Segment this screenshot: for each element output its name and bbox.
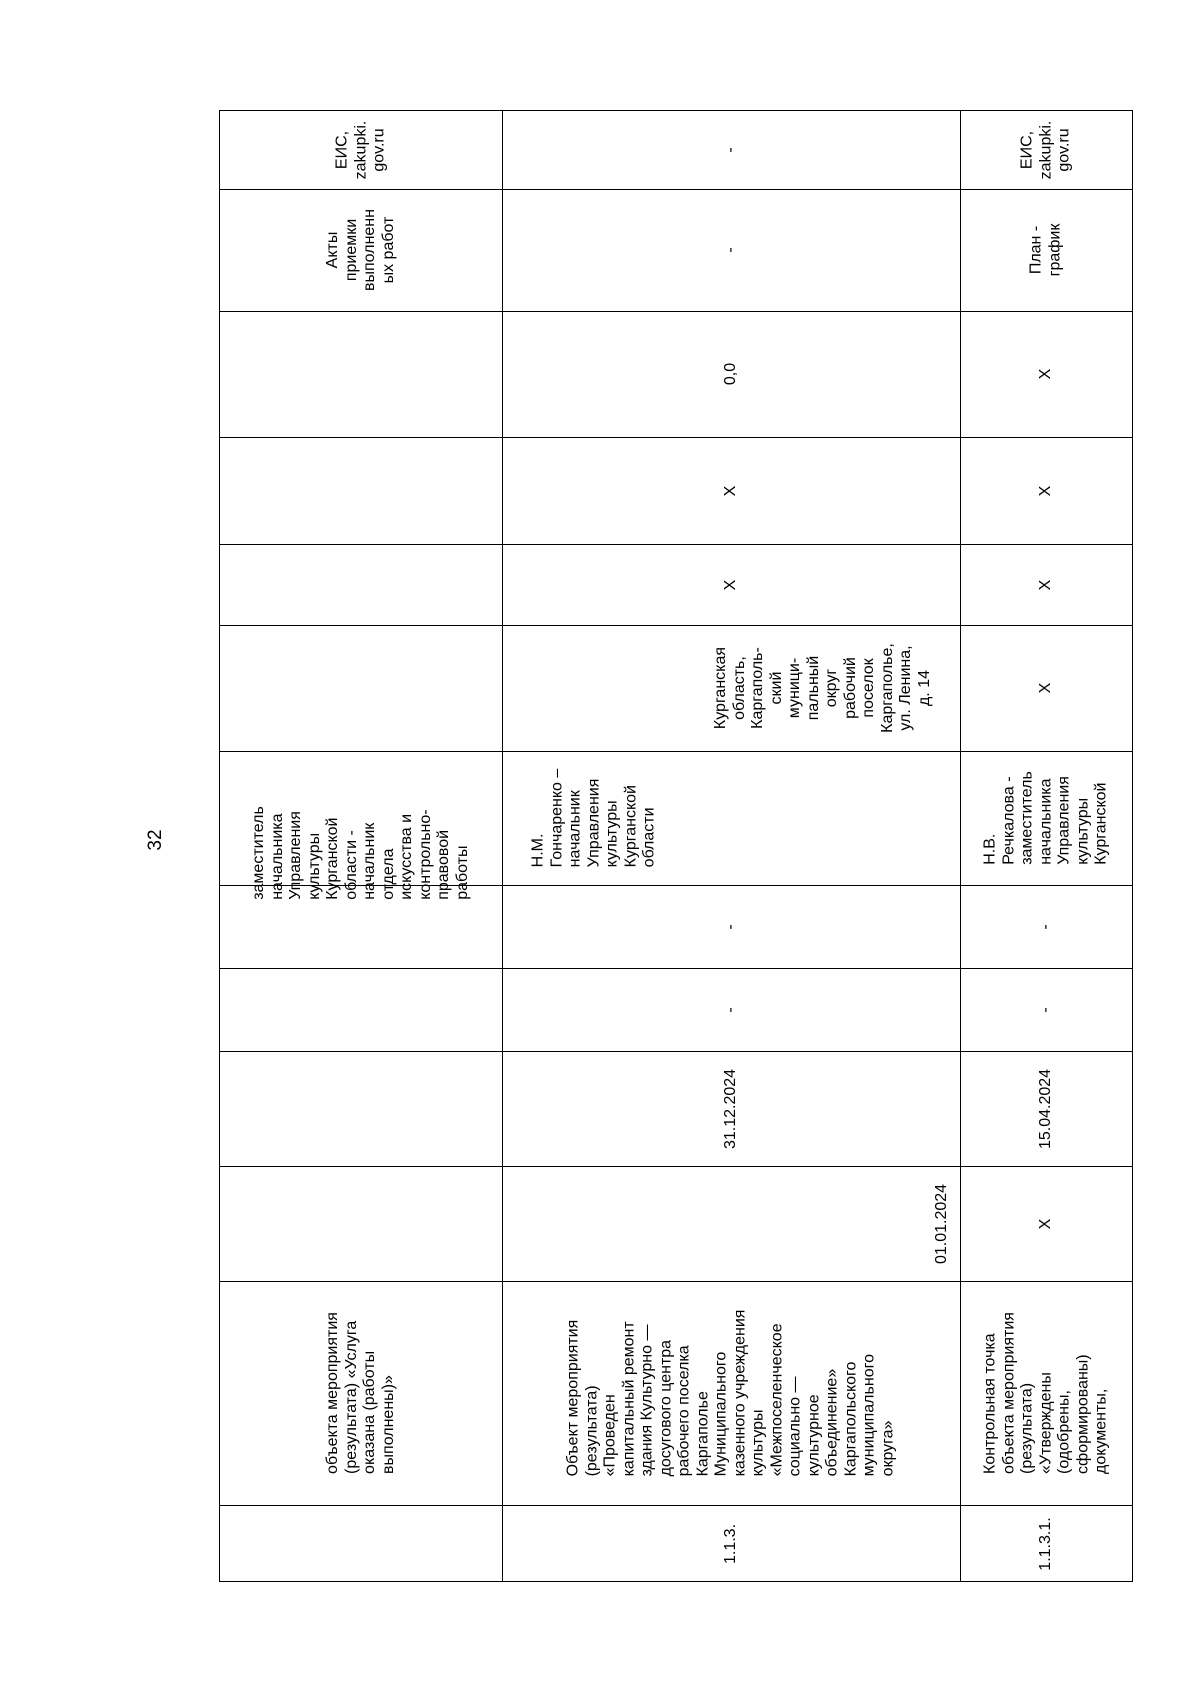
table-row-continuation (220, 111, 502, 1583)
mark-cell: Х (1036, 368, 1054, 380)
dash-cell: - (721, 1006, 739, 1013)
end-date-cell: 15.04.2024 (1036, 1068, 1054, 1149)
system-cell: ЕИС, zakupki. gov.ru (1018, 120, 1073, 180)
amount-cell: 0,0 (721, 362, 739, 386)
document-cell: - (721, 247, 739, 253)
start-date-cell: 01.01.2024 (932, 1183, 950, 1264)
mark-cell: Х (721, 579, 739, 590)
responsible-cell: Н.М. Гончаренко – начальник Управления культуры Курганской области (528, 768, 657, 868)
number-cell: 1.1.3. (721, 1523, 739, 1565)
mark-cell: Х (1036, 579, 1054, 590)
name-cell: Контрольная точка объекта мероприятия (результата) «Утверждены (одобрены, сформированы) документы, (981, 1312, 1110, 1474)
document-cell: План - график (1027, 223, 1063, 277)
plan-table (219, 110, 1133, 1582)
page-number: 32 (145, 829, 166, 851)
name-cell: объекта мероприятия (результата) «Услуга оказана (работы выполнены)» (324, 1312, 397, 1474)
system-cell: ЕИС, zakupki. gov.ru (333, 120, 388, 180)
number-cell: 1.1.3.1. (1036, 1517, 1054, 1571)
responsible-cell: Н.В. Речкалова - заместитель начальника Управления культуры Курганской (981, 771, 1110, 865)
mark-cell: Х (721, 485, 739, 496)
system-cell: - (721, 147, 739, 153)
document-cell: Акты приемки выполненн ых работ (324, 209, 397, 291)
dash-cell: - (1036, 923, 1054, 930)
dash-cell: - (721, 923, 739, 930)
address-cell: Курганская область, Каргаполь- ский муници- пальный округ рабочий поселок Каргаполье, ул. Ленина, д. 14 (711, 643, 933, 733)
start-date-cell: Х (1036, 1218, 1054, 1229)
end-date-cell: 31.12.2024 (721, 1068, 739, 1149)
table-row-1-1-3 (502, 111, 960, 1583)
name-cell: Объект мероприятия (результата) «Проведен капитальный ремонт здания Культурно — досугового центра рабочего поселка Каргаполье Муниципального казенного учреждения культуры «Межпоселенческое социально — культурное объединение» Каргапольского муниципального округа» (564, 1309, 896, 1477)
dash-cell: - (1036, 1006, 1054, 1013)
mark-cell: Х (1036, 485, 1054, 496)
address-cell: Х (1036, 682, 1054, 694)
table-row-1-1-3-1 (960, 111, 1132, 1583)
responsible-cell: заместитель начальника Управления культуры Курганской области - начальник отдела искусства и контрольно- правовой работы (250, 806, 471, 900)
